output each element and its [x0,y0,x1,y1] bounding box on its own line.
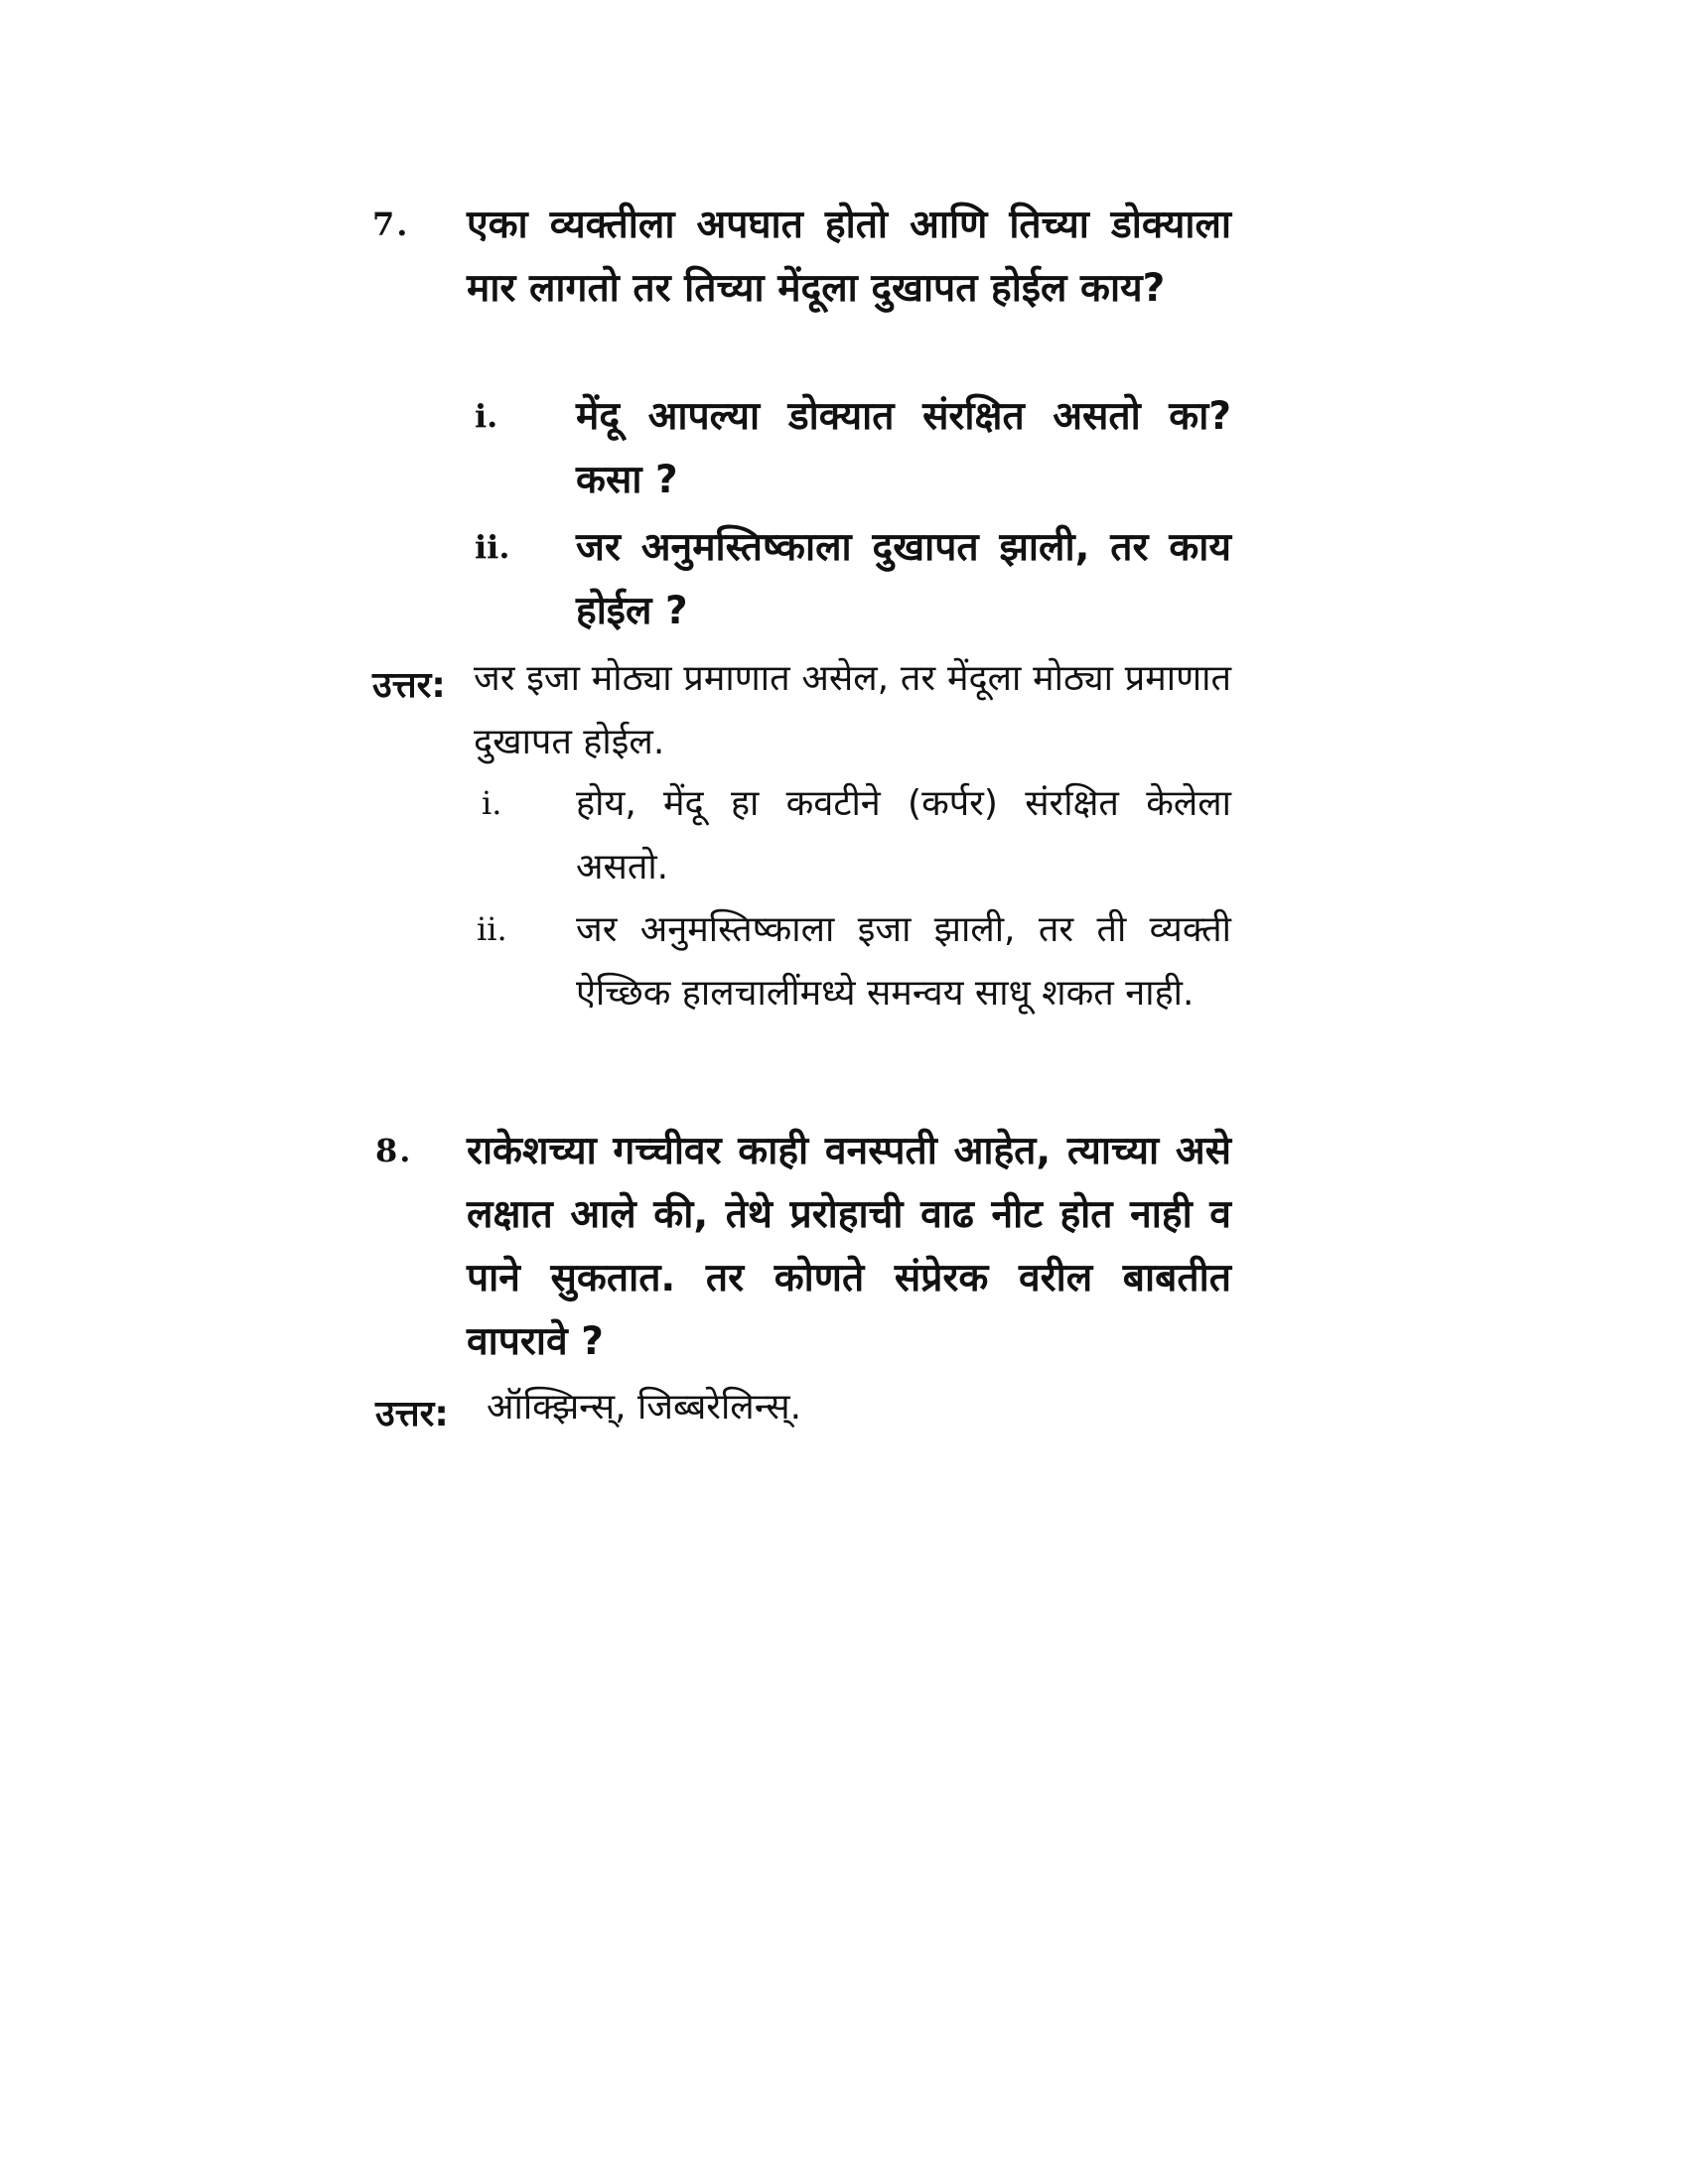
subquestion-marker: ii. [475,528,510,566]
answer-text: ऑक्झिन्स्, जिब्बरेलिन्स्. [487,1387,802,1428]
question-number: 7. [372,205,410,243]
subquestion-text: जर अनुमस्तिष्काला दुखापत झाली, तर काय होईल ? [576,525,1231,633]
question-text: राकेशच्या गच्चीवर काही वनस्पती आहेत, त्याच्या असे लक्षात आले की, तेथे प्ररोहाची वाढ नीट होत नाही व पाने सुकतात. तर कोणते संप्रेरक वरील बाबतीत वापरावे ? [467,1129,1231,1364]
question-text: एका व्यक्तीला अपघात होतो आणि तिच्या डोक्याला मार लागतो तर तिच्या मेंदूला दुखापत होईल काय? [467,203,1231,311]
answer-label: उत्तर: [375,1394,449,1434]
question-number: 8. [375,1132,413,1169]
answer-part-text: जर अनुमस्तिष्काला इजा झाली, तर ती व्यक्ती ऐच्छिक हालचालींमध्ये समन्वय साधू शकत नाही. [576,909,1231,1014]
answer-label: उत्तर: [372,665,446,706]
subquestion-text: मेंदू आपल्या डोक्यात संरक्षित असतो का? कसा ? [576,394,1231,502]
answer-part-text: होय, मेंदू हा कवटीने (कर्पर) संरक्षित केलेला असतो. [576,783,1231,887]
answer-text: जर इजा मोठ्या प्रमाणात असेल, तर मेंदूला मोठ्या प्रमाणात दुखापत होईल. [474,658,1231,762]
answer-marker: ii. [477,910,507,948]
answer-marker: i. [482,784,502,822]
subquestion-marker: i. [475,397,498,435]
